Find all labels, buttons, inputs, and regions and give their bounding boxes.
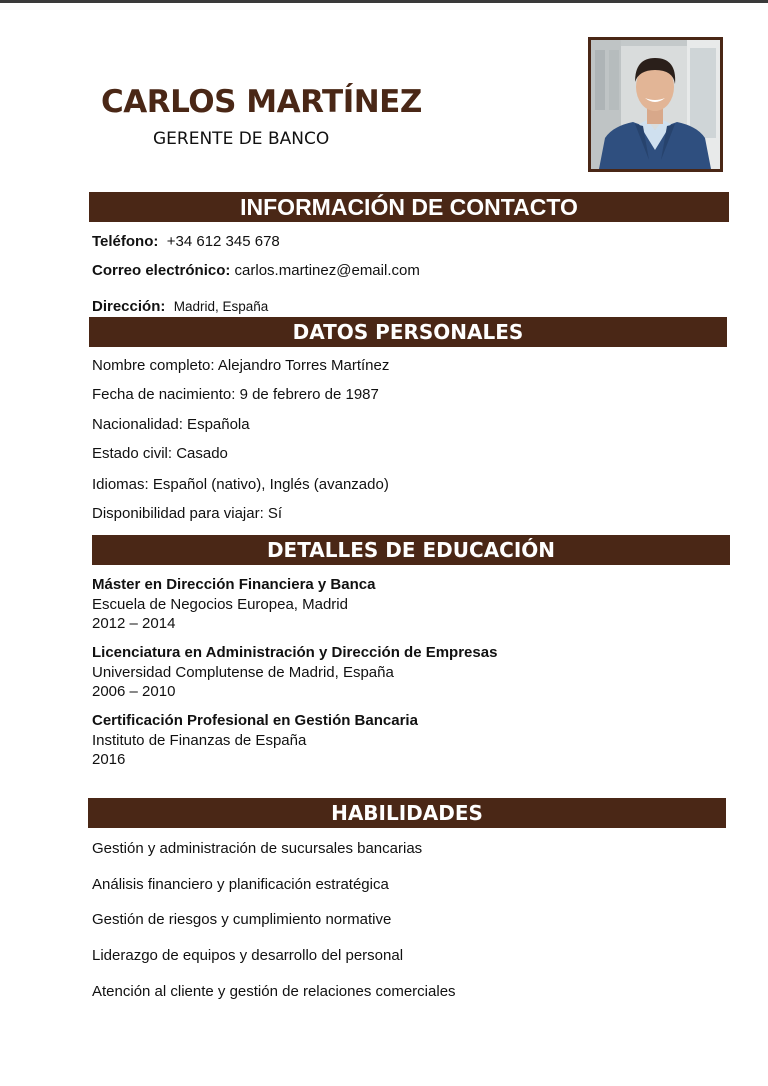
personal-item: Idiomas: Español (nativo), Inglés (avanzado) xyxy=(92,476,389,493)
personal-item: Estado civil: Casado xyxy=(92,445,228,462)
personal-item: Nacionalidad: Española xyxy=(92,416,250,433)
contact-heading: INFORMACIÓN DE CONTACTO xyxy=(89,192,729,222)
address-value: Madrid, España xyxy=(173,299,269,314)
email-line xyxy=(92,262,420,279)
top-border xyxy=(0,0,768,3)
profile-photo xyxy=(588,37,723,172)
education-entry xyxy=(92,643,497,702)
skill-item: Gestión de riesgos y cumplimiento normative xyxy=(92,911,392,928)
education-heading: DETALLES DE EDUCACIÓN xyxy=(92,535,730,565)
phone-value: +34 612 345 678 xyxy=(166,233,280,250)
education-years: 2012 – 2014 xyxy=(92,615,176,632)
skill-item: Gestión y administración de sucursales bancarias xyxy=(92,840,423,857)
phone-line xyxy=(92,233,280,250)
education-entry xyxy=(92,711,418,770)
personal-heading: DATOS PERSONALES xyxy=(89,317,727,347)
education-title: Certificación Profesional en Gestión Bancaria xyxy=(92,712,418,729)
education-entry xyxy=(92,575,375,634)
skill-item: Atención al cliente y gestión de relaciones comerciales xyxy=(92,983,456,1000)
candidate-name: CARLOS MARTÍNEZ xyxy=(101,84,422,120)
personal-item: Fecha de nacimiento: 9 de febrero de 1987 xyxy=(92,386,379,403)
education-title: Licenciatura en Administración y Dirección de Empresas xyxy=(92,644,498,661)
phone-label: Teléfono: xyxy=(92,233,159,250)
personal-item: Nombre completo: Alejandro Torres Martínez xyxy=(92,357,390,374)
education-title: Máster en Dirección Financiera y Banca xyxy=(92,576,376,593)
email-value: carlos.martinez@email.com xyxy=(234,262,420,279)
portrait-photo-icon xyxy=(591,40,720,169)
address-line xyxy=(92,298,268,315)
email-label: Correo electrónico: xyxy=(92,262,231,279)
education-institution: Universidad Complutense de Madrid, España xyxy=(92,663,394,681)
education-years: 2006 – 2010 xyxy=(92,683,176,700)
address-label: Dirección: xyxy=(92,298,166,315)
skills-heading: HABILIDADES xyxy=(88,798,726,828)
education-institution: Escuela de Negocios Europea, Madrid xyxy=(92,595,348,613)
education-years: 2016 xyxy=(92,751,126,768)
skill-item: Análisis financiero y planificación estratégica xyxy=(92,876,389,893)
candidate-role: GERENTE DE BANCO xyxy=(153,129,330,149)
personal-item: Disponibilidad para viajar: Sí xyxy=(92,505,283,522)
skill-item: Liderazgo de equipos y desarrollo del personal xyxy=(92,947,404,964)
education-institution: Instituto de Finanzas de España xyxy=(92,731,307,749)
